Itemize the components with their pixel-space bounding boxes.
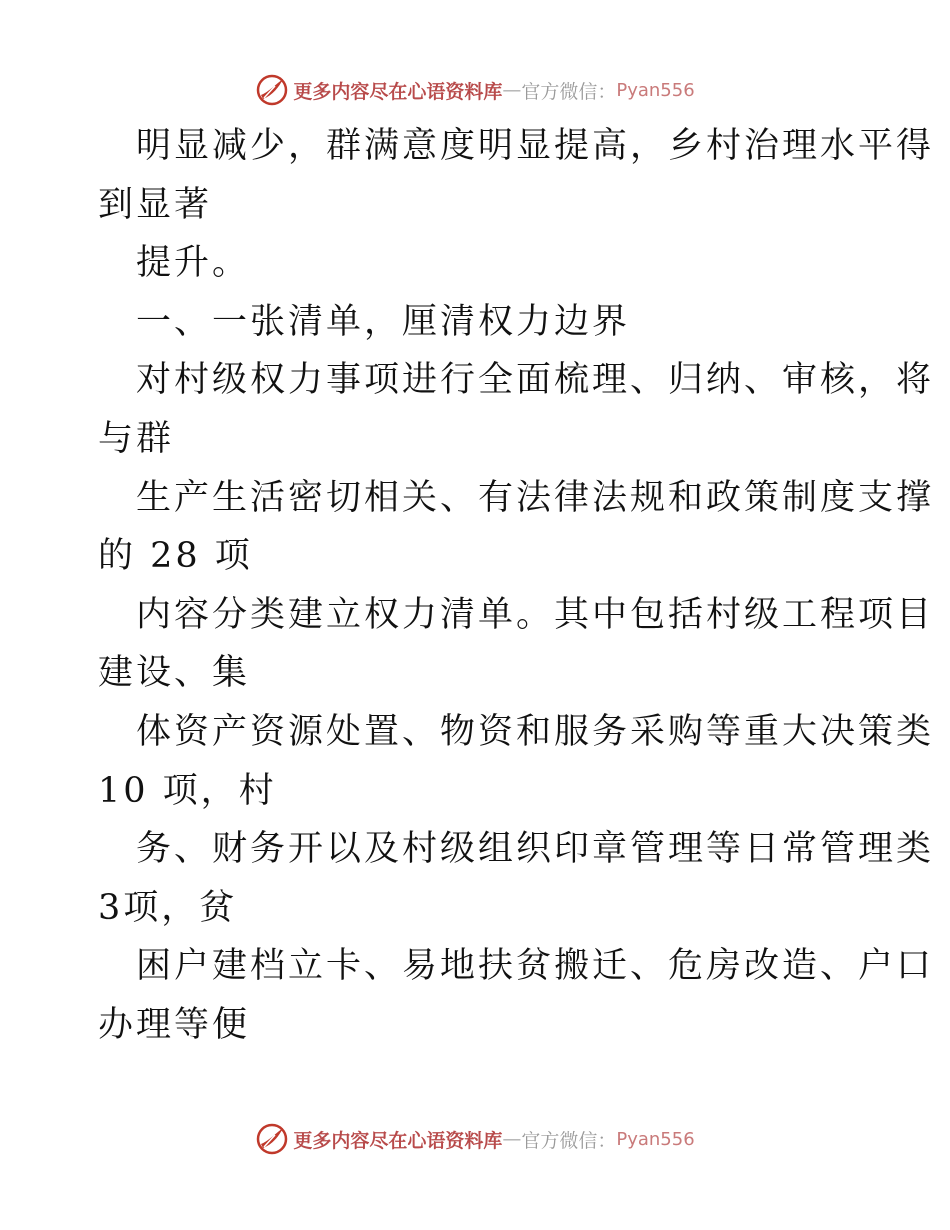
text-line: 到显著 [98,184,213,225]
text-line: 体资产资源处置、物资和服务采购等重大决策类 [136,711,935,752]
text-line: 提升。 [136,243,251,284]
watermark-wechat-label: 官方微信： [521,80,617,103]
text-line: 内容分类建立权力清单。其中包括村级工程项目 [136,594,935,635]
section-heading: 一、一张清单，厘清权力边界 [136,301,631,342]
text-line: 务、财务开以及村级组织印章管理等日常管理类 [136,829,935,870]
text-line: 困户建档立卡、易地扶贫搬迁、危房改造、户口 [136,946,935,987]
text-line: 生产生活密切相关、有法律法规和政策制度支撑 [136,477,935,518]
text-line: 建设、集 [98,653,251,694]
header-watermark [0,70,950,110]
text-line: 与群 [98,418,175,459]
quill-logo-icon [255,1122,289,1156]
text-line: 3项，贫 [98,887,238,928]
watermark-text: 更多内容尽在心语资料库 [293,1129,503,1152]
watermark-text: 更多内容尽在心语资料库 [293,80,503,103]
watermark-wechat-id: Pyan556 [616,1128,695,1150]
watermark-dash: — [502,79,522,101]
watermark-dash: — [502,1128,522,1150]
text-line: 明显减少，群满意度明显提高，乡村治理水平得 [136,126,935,166]
quill-logo-icon [255,73,289,107]
text-line: 的 28 项 [98,536,253,577]
watermark-wechat-id: Pyan556 [616,79,695,101]
text-line: 对村级权力事项进行全面梳理、归纳、审核，将 [136,360,935,401]
text-line: 10 项，村 [98,770,277,811]
text-line: 办理等便 [98,1004,251,1045]
footer-watermark [0,1119,950,1159]
watermark-wechat-label: 官方微信： [521,1129,617,1152]
document-body [98,117,935,1055]
